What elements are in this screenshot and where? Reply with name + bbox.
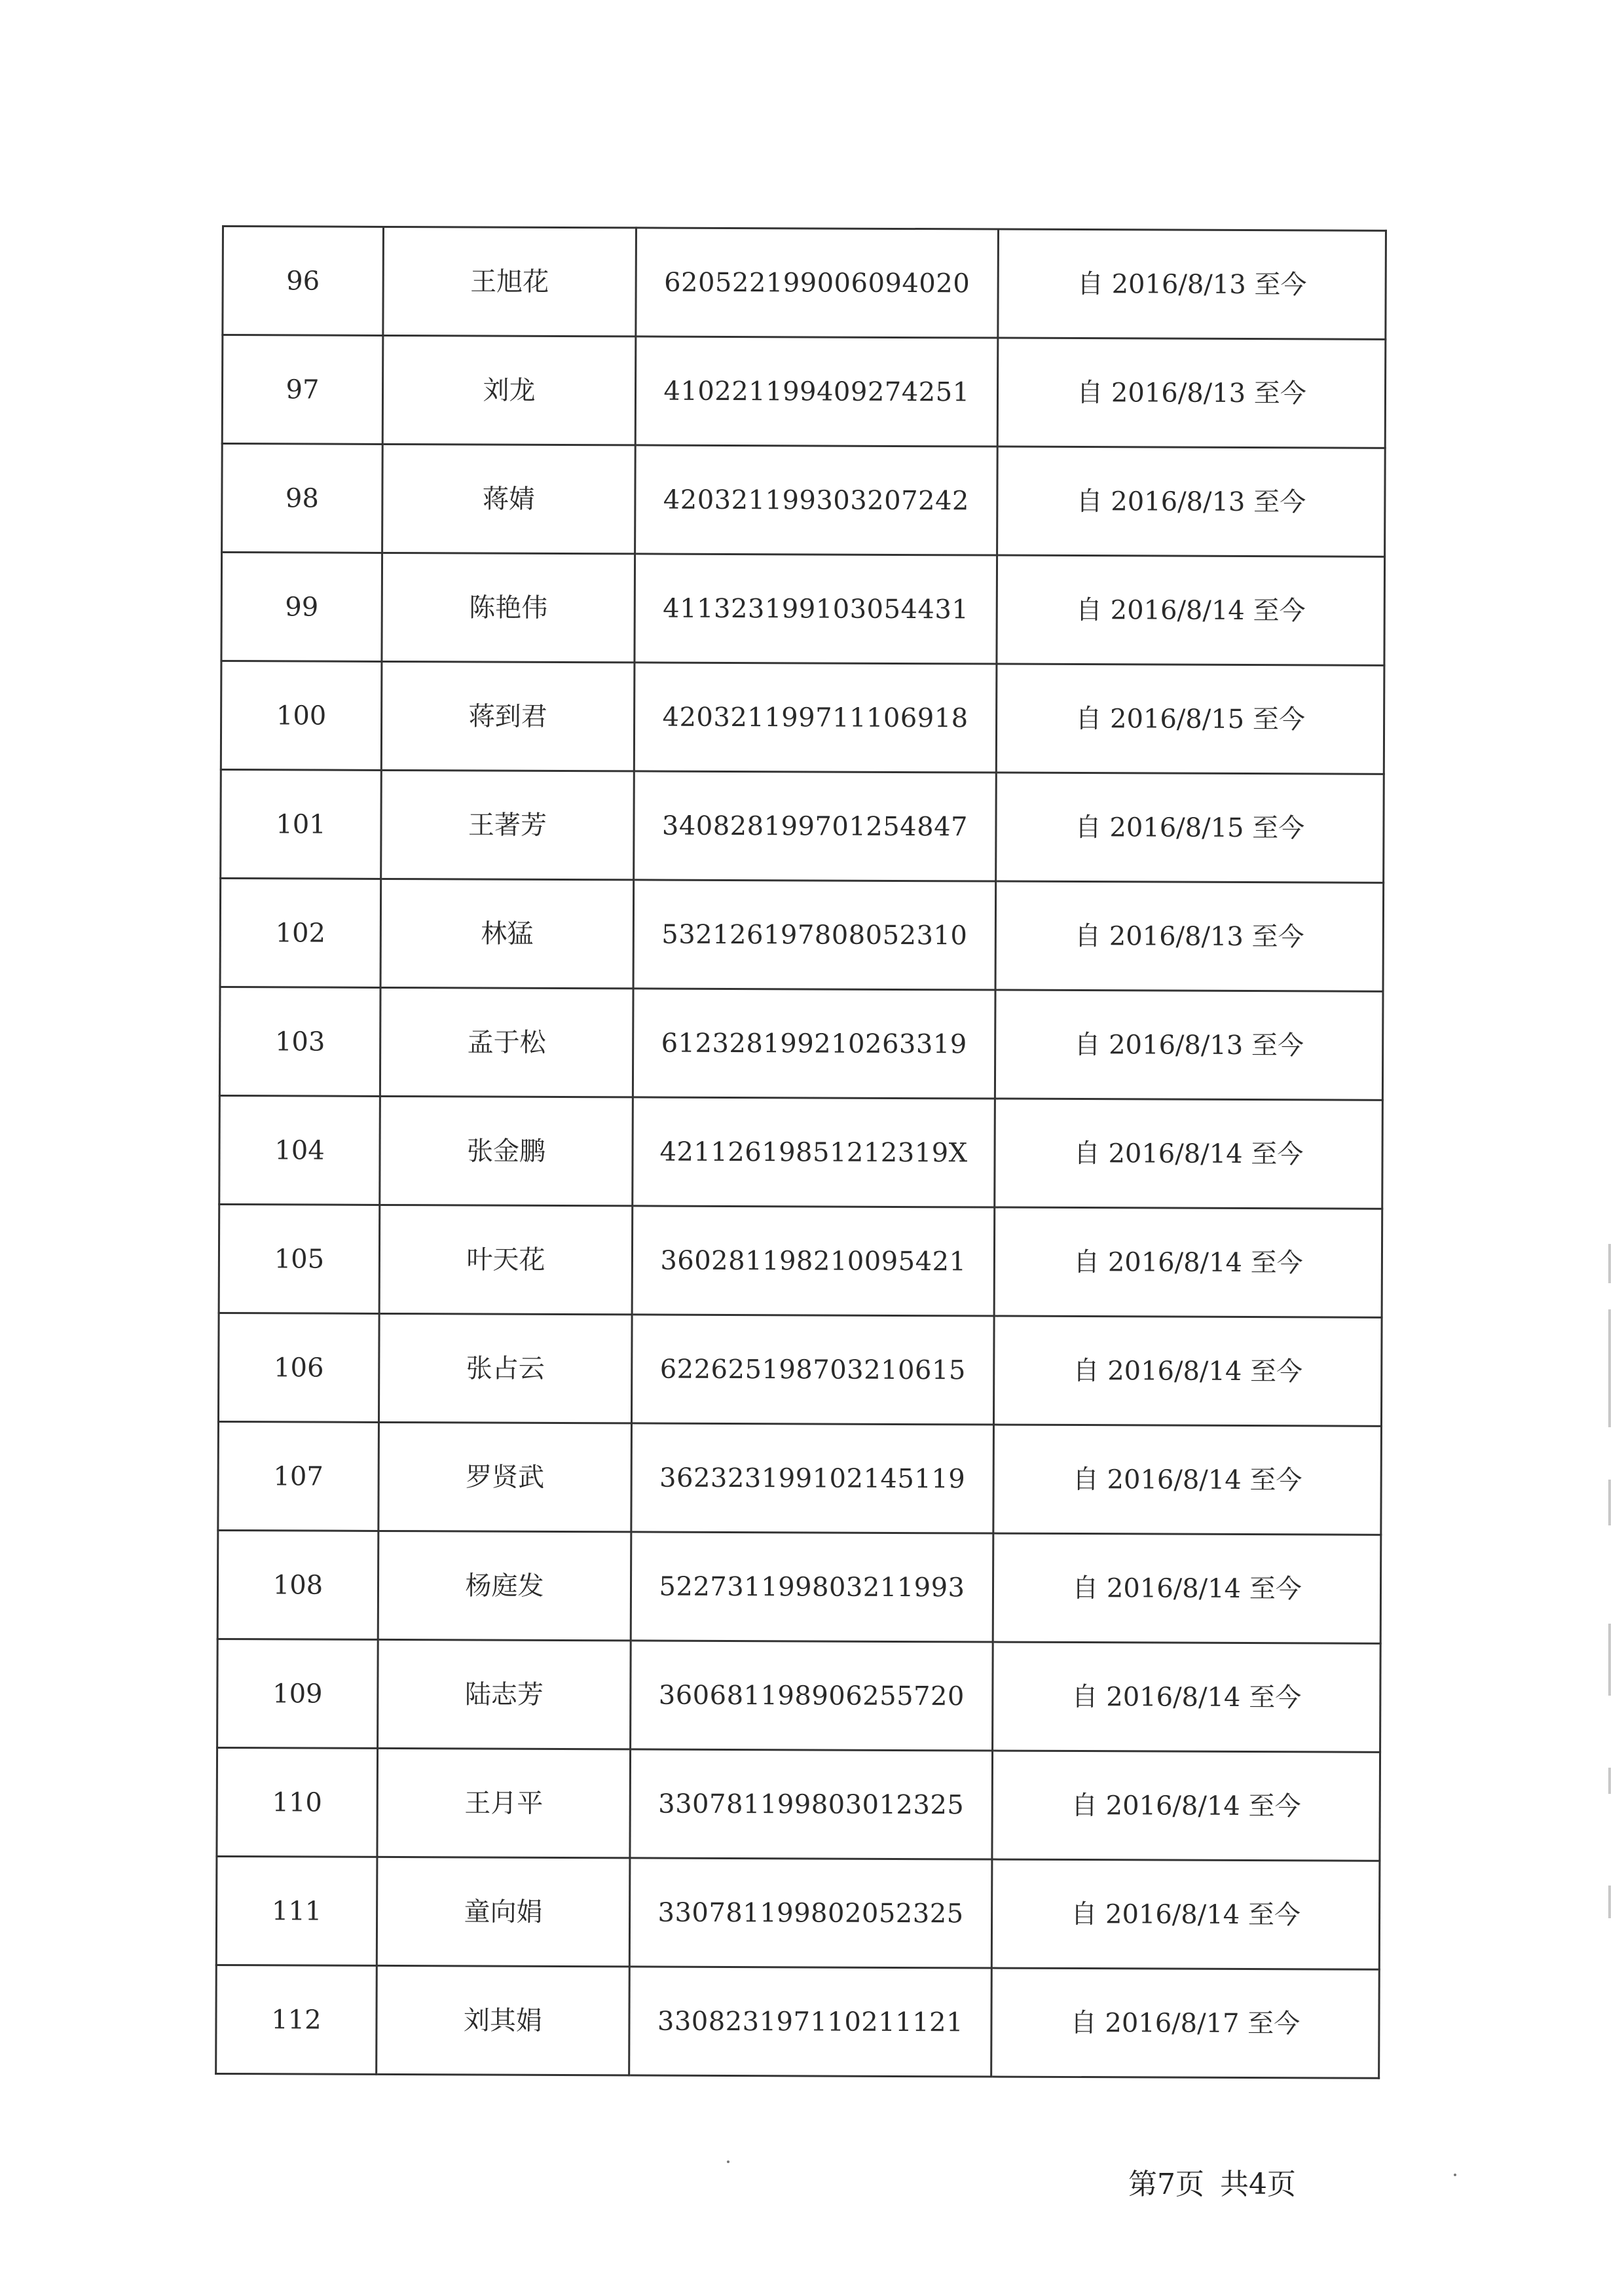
name-cell: 杨庭发 bbox=[378, 1531, 631, 1640]
row-number-cell: 96 bbox=[223, 227, 384, 336]
table-row bbox=[222, 335, 1386, 448]
id-number-cell: 410221199409274251 bbox=[635, 337, 998, 446]
id-number-cell: 411323199103054431 bbox=[635, 554, 997, 664]
row-number-cell: 110 bbox=[217, 1747, 378, 1857]
period-cell: 自 2016/8/14 至今 bbox=[992, 1751, 1380, 1861]
roster-table bbox=[215, 225, 1387, 2079]
period-cell: 自 2016/8/14 至今 bbox=[993, 1533, 1381, 1643]
row-number-cell: 106 bbox=[218, 1313, 379, 1422]
period-cell: 自 2016/8/15 至今 bbox=[996, 773, 1384, 883]
scan-edge-mark bbox=[1608, 1244, 1611, 1283]
name-cell: 蒋到君 bbox=[381, 661, 635, 771]
row-number-cell: 102 bbox=[220, 878, 381, 987]
table-row bbox=[218, 1313, 1382, 1426]
name-cell: 张金鹏 bbox=[380, 1096, 633, 1205]
name-cell: 林猛 bbox=[380, 879, 634, 988]
period-cell: 自 2016/8/14 至今 bbox=[995, 1099, 1383, 1209]
period-cell: 自 2016/8/14 至今 bbox=[993, 1642, 1381, 1752]
page-number-total: 共4页 bbox=[1220, 2168, 1296, 2201]
id-number-cell: 42112619851212319X bbox=[633, 1097, 995, 1207]
scan-edge-mark bbox=[1608, 1768, 1611, 1794]
scan-edge-mark bbox=[1608, 1624, 1611, 1696]
scan-speck bbox=[1454, 2174, 1456, 2176]
name-cell: 王月平 bbox=[377, 1748, 631, 1857]
scan-speck bbox=[727, 2160, 729, 2163]
row-number-cell: 100 bbox=[221, 661, 382, 771]
table-row bbox=[223, 227, 1386, 340]
period-cell: 自 2016/8/14 至今 bbox=[991, 1859, 1380, 1969]
name-cell: 刘其娟 bbox=[377, 1965, 630, 2075]
row-number-cell: 107 bbox=[218, 1421, 379, 1531]
table-row bbox=[216, 1965, 1380, 2078]
period-cell: 自 2016/8/13 至今 bbox=[997, 338, 1386, 448]
id-number-cell: 330781199803012325 bbox=[630, 1749, 993, 1859]
name-cell: 王旭花 bbox=[383, 227, 637, 336]
page-footer bbox=[1128, 2160, 1296, 2202]
row-number-cell: 101 bbox=[221, 769, 382, 879]
period-cell: 自 2016/8/14 至今 bbox=[994, 1207, 1382, 1317]
name-cell: 陈艳伟 bbox=[382, 553, 635, 662]
id-number-cell: 330781199802052325 bbox=[629, 1858, 992, 1968]
table-row bbox=[219, 1204, 1382, 1317]
row-number-cell: 108 bbox=[217, 1530, 378, 1639]
scan-edge-mark bbox=[1608, 1480, 1611, 1525]
period-cell: 自 2016/8/13 至今 bbox=[998, 229, 1386, 339]
name-cell: 蒋婧 bbox=[382, 444, 636, 553]
name-cell: 王著芳 bbox=[381, 770, 635, 879]
period-cell: 自 2016/8/15 至今 bbox=[996, 664, 1384, 774]
id-number-cell: 612328199210263319 bbox=[633, 989, 995, 1099]
id-number-cell: 532126197808052310 bbox=[633, 880, 996, 990]
row-number-cell: 112 bbox=[216, 1965, 377, 2074]
row-number-cell: 98 bbox=[222, 444, 383, 553]
name-cell: 罗贤武 bbox=[378, 1422, 632, 1531]
row-number-cell: 99 bbox=[221, 553, 382, 662]
table-row bbox=[222, 444, 1386, 557]
id-number-cell: 340828199701254847 bbox=[634, 771, 997, 881]
id-number-cell: 620522199006094020 bbox=[636, 228, 999, 338]
id-number-cell: 622625198703210615 bbox=[631, 1315, 994, 1425]
row-number-cell: 111 bbox=[216, 1856, 377, 1965]
page-number-current: 第7页 bbox=[1128, 2168, 1204, 2201]
row-number-cell: 103 bbox=[219, 987, 380, 1096]
id-number-cell: 330823197110211121 bbox=[629, 1967, 992, 2077]
id-number-cell: 420321199711106918 bbox=[634, 663, 997, 773]
period-cell: 自 2016/8/13 至今 bbox=[995, 881, 1384, 991]
period-cell: 自 2016/8/13 至今 bbox=[997, 446, 1386, 556]
table-row bbox=[221, 769, 1384, 883]
table-row bbox=[221, 553, 1385, 666]
row-number-cell: 105 bbox=[219, 1204, 380, 1313]
row-number-cell: 109 bbox=[217, 1639, 378, 1748]
table-row bbox=[219, 1095, 1383, 1209]
roster-table-body bbox=[216, 227, 1386, 2079]
row-number-cell: 104 bbox=[219, 1095, 380, 1205]
id-number-cell: 362323199102145119 bbox=[631, 1423, 994, 1533]
period-cell: 自 2016/8/17 至今 bbox=[991, 1968, 1380, 2078]
name-cell: 童向娟 bbox=[377, 1857, 630, 1966]
period-cell: 自 2016/8/13 至今 bbox=[995, 990, 1383, 1100]
table-row bbox=[219, 987, 1383, 1100]
id-number-cell: 360681198906255720 bbox=[631, 1641, 993, 1751]
table-row bbox=[217, 1530, 1381, 1643]
table-row bbox=[217, 1639, 1381, 1752]
table-row bbox=[220, 878, 1384, 991]
id-number-cell: 420321199303207242 bbox=[635, 445, 998, 555]
id-number-cell: 522731199803211993 bbox=[631, 1532, 993, 1642]
table-row bbox=[216, 1856, 1380, 1969]
scan-edge-mark bbox=[1608, 1309, 1611, 1427]
name-cell: 张占云 bbox=[378, 1313, 632, 1423]
name-cell: 陆志芳 bbox=[378, 1639, 631, 1749]
table-row bbox=[218, 1421, 1382, 1535]
name-cell: 孟于松 bbox=[380, 987, 633, 1097]
period-cell: 自 2016/8/14 至今 bbox=[993, 1316, 1382, 1426]
row-number-cell: 97 bbox=[222, 335, 383, 445]
table-row bbox=[217, 1747, 1380, 1861]
table-row bbox=[221, 661, 1384, 774]
name-cell: 刘龙 bbox=[382, 335, 636, 445]
period-cell: 自 2016/8/14 至今 bbox=[993, 1425, 1382, 1535]
name-cell: 叶天花 bbox=[379, 1205, 633, 1314]
scan-edge-mark bbox=[1608, 1886, 1611, 1918]
period-cell: 自 2016/8/14 至今 bbox=[997, 555, 1385, 665]
id-number-cell: 360281198210095421 bbox=[632, 1206, 995, 1316]
